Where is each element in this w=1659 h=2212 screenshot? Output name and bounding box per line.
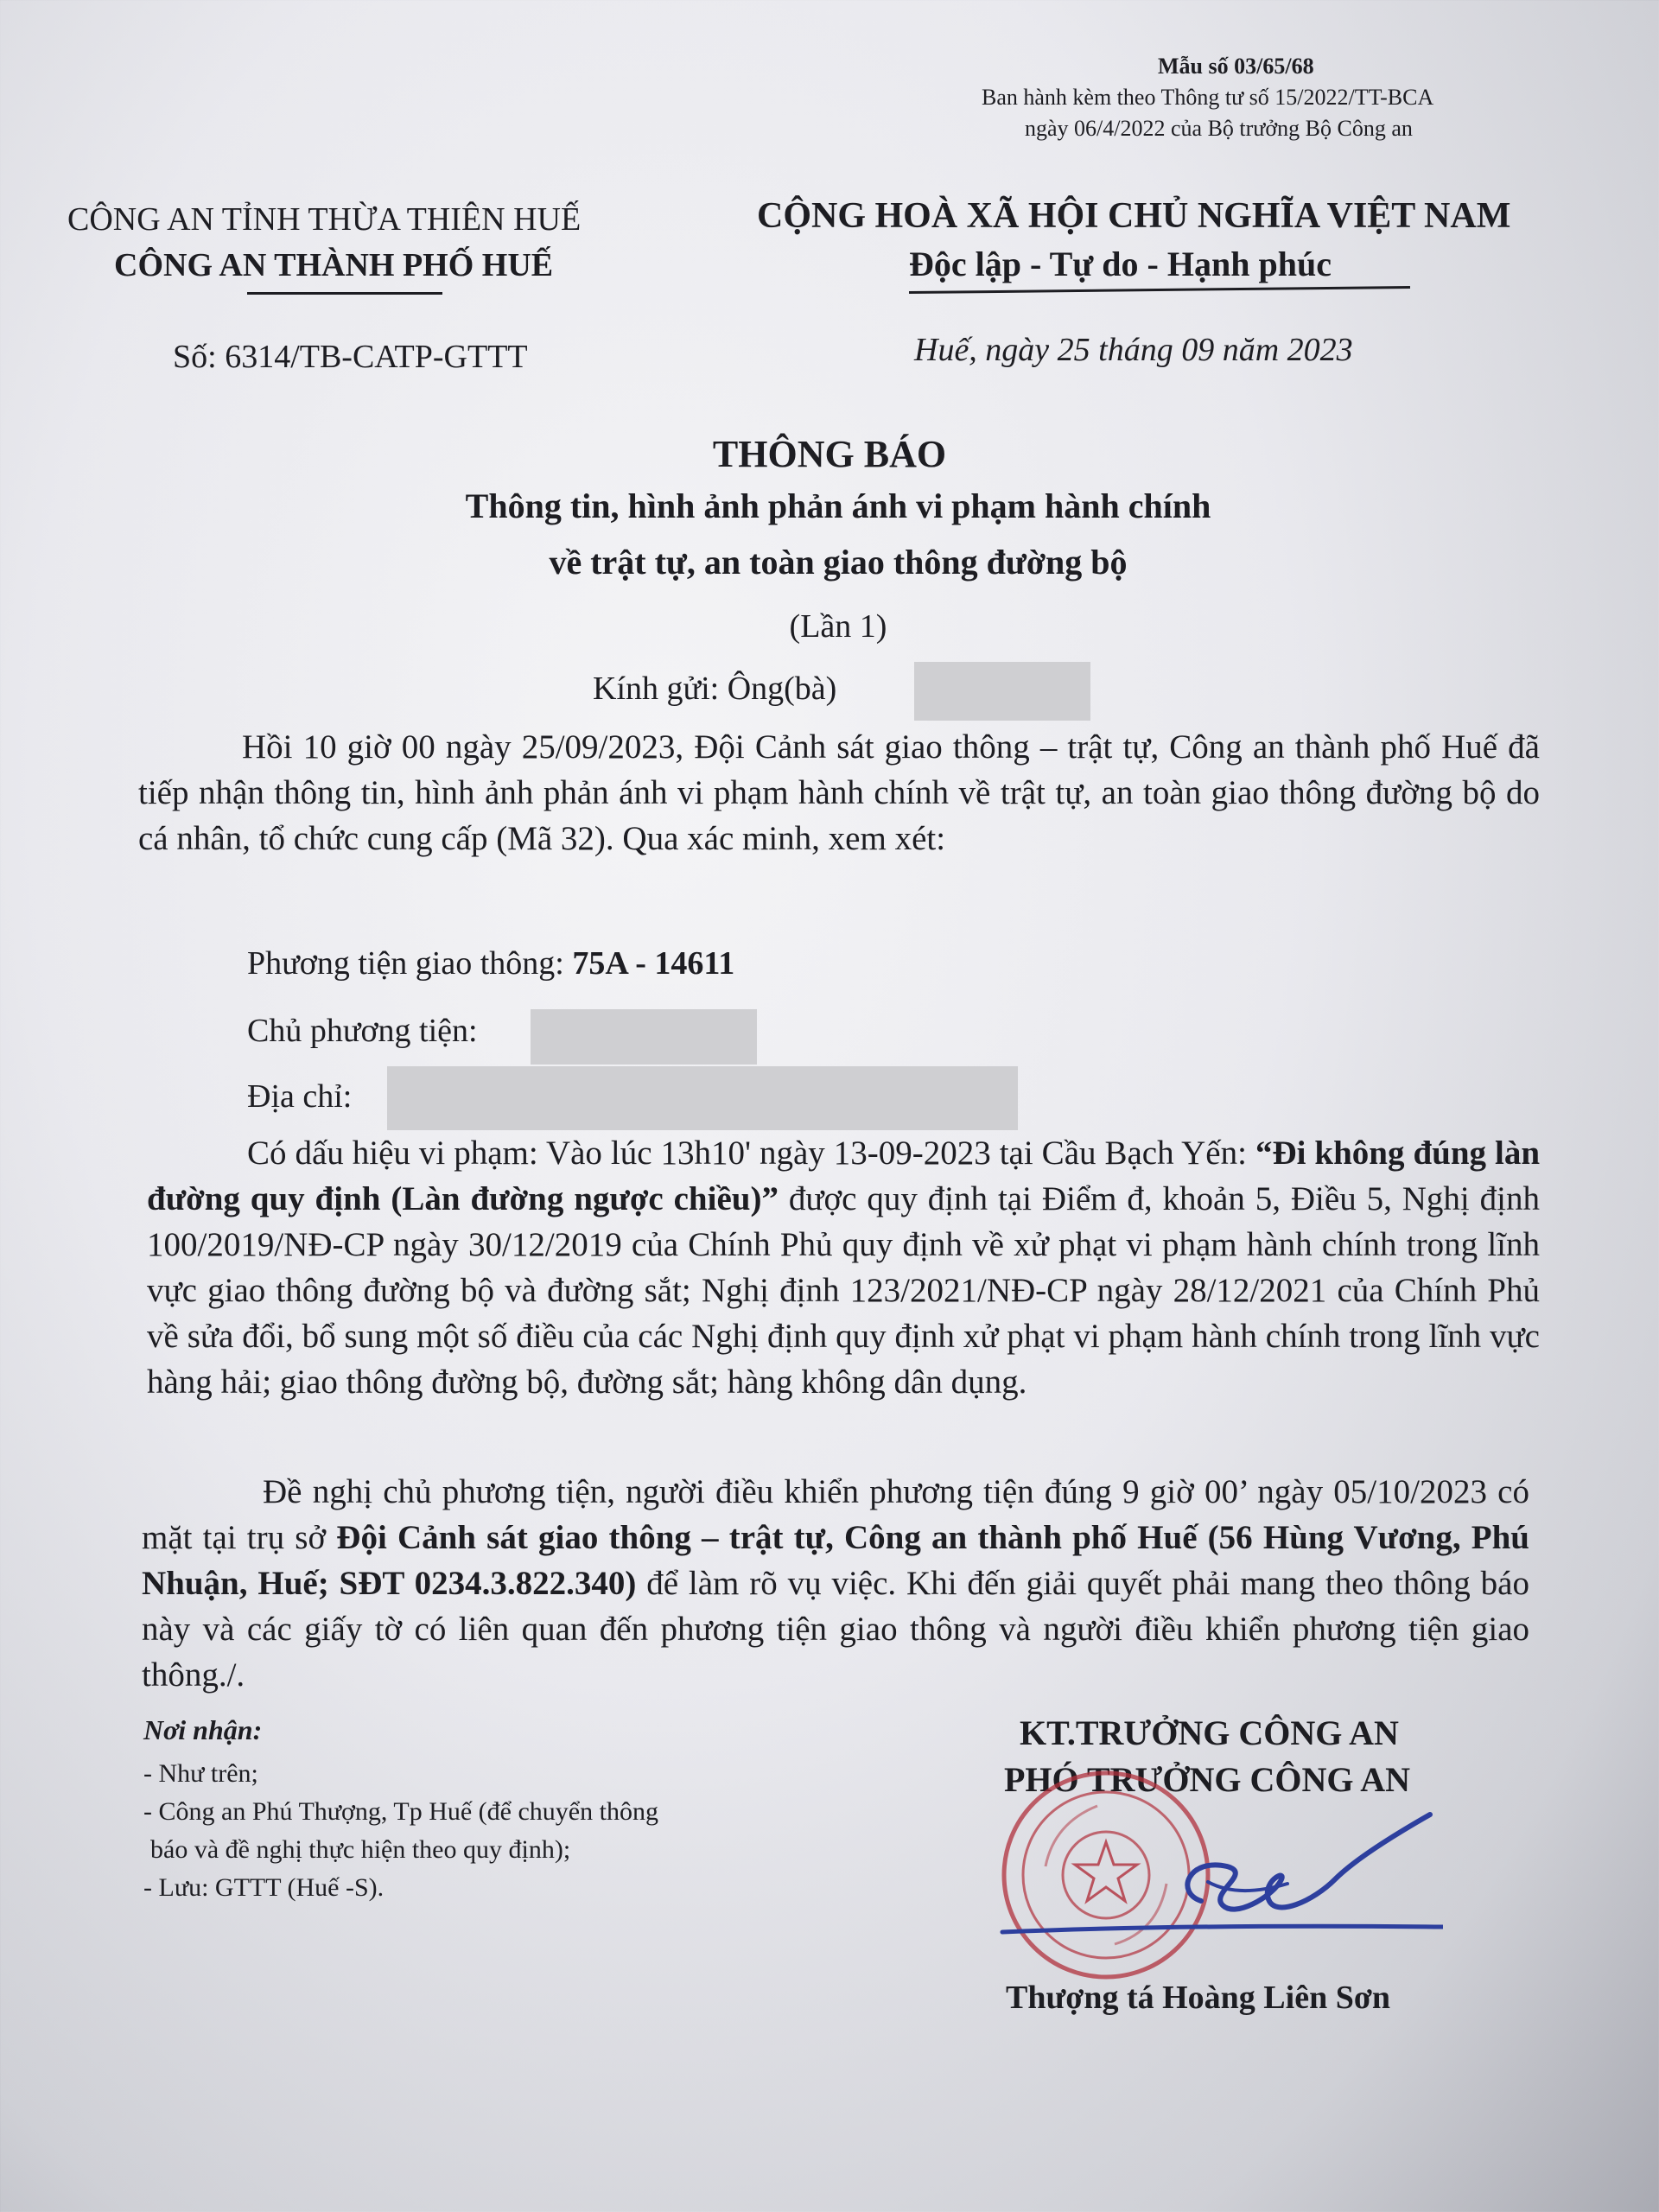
signature-title-2: PHÓ TRƯỞNG CÔNG AN	[1004, 1760, 1411, 1799]
request-location: Đội Cảnh sát giao thông – trật tự, Công an thành phố Huế (56 Hùng Vương, Phú Nhuận, Huế; SĐT 0234.3.822.340)	[142, 1519, 1529, 1602]
violation-legal-basis: được quy định tại Điểm đ, khoản 5, Điều 5, Nghị định 100/2019/NĐ-CP ngày 30/12/2019 của Chính Phủ quy định về xử phạt vi phạm hành chính trong lĩnh vực giao thông đường bộ và đường sắt; Nghị định 123/2021/NĐ-CP ngày 28/12/2021 của Chính Phủ về sửa đổi, bổ sung một số điều của các Nghị định quy định xử phạt vi phạm hành chính trong lĩnh vực hàng hải; giao thông đường bộ, đường sắt; hàng không dân dụng.	[147, 1180, 1540, 1401]
addressee-label: Kính gửi: Ông(bà)	[593, 671, 837, 707]
form-issued-line2: ngày 06/4/2022 của Bộ trưởng Bộ Công an	[1025, 116, 1413, 141]
org-underline	[247, 292, 442, 295]
request-instructions: để làm rõ vụ việc. Khi đến giải quyết phải mang theo thông báo này và các giấy tờ có liên quan đến phương tiện giao thông và người điều khiển phương tiện giao thông./.	[142, 1565, 1529, 1694]
violation-paragraph	[147, 1130, 1540, 1405]
recipient-3: - Lưu: GTTT (Huế -S).	[143, 1873, 385, 1902]
recipient-1: - Như trên;	[143, 1759, 258, 1788]
recipients-title: Nơi nhận:	[143, 1714, 263, 1745]
notice-round: (Lần 1)	[789, 608, 887, 645]
notice-subtitle-2: về trật tự, an toàn giao thông đường bộ	[549, 543, 1128, 582]
form-number: Mẫu số 03/65/68	[1158, 54, 1314, 79]
address-label: Địa chỉ:	[247, 1078, 353, 1115]
handwritten-signature-icon	[994, 1797, 1443, 1953]
intro-paragraph: Hồi 10 giờ 00 ngày 25/09/2023, Đội Cảnh sát giao thông – trật tự, Công an thành phố Huế đã tiếp nhận thông tin, hình ảnh phản ánh vi phạm hành chính về trật tự, an toàn giao thông đường bộ do cá nhân, tổ chức cung cấp (Mã 32). Qua xác minh, xem xét:	[138, 728, 1540, 857]
org-parent: CÔNG AN TỈNH THỪA THIÊN HUẾ	[67, 201, 582, 238]
notice-title: THÔNG BÁO	[712, 433, 947, 475]
violation-intro: Có dấu hiệu vi phạm: Vào lúc 13h10' ngày 13-09-2023 tại Cầu Bạch Yến:	[247, 1135, 1247, 1172]
notice-subtitle-1: Thông tin, hình ảnh phản ánh vi phạm hành chính	[465, 486, 1211, 525]
vehicle-plate: 75A - 14611	[572, 945, 735, 982]
nation-motto: Độc lập - Tự do - Hạnh phúc	[909, 245, 1332, 283]
recipient-2: - Công an Phú Thượng, Tp Huế (để chuyển thông	[143, 1797, 658, 1826]
nation-title: CỘNG HOÀ XÃ HỘI CHỦ NGHĨA VIỆT NAM	[757, 196, 1511, 236]
addressee-redaction	[914, 662, 1090, 721]
place-date: Huế, ngày 25 tháng 09 năm 2023	[914, 332, 1353, 368]
address-redaction	[387, 1066, 1018, 1130]
vehicle-line	[247, 940, 734, 987]
document-number: Số: 6314/TB-CATP-GTTT	[173, 339, 528, 375]
signature-title-1: KT.TRƯỞNG CÔNG AN	[1020, 1713, 1399, 1752]
violation-type: “Đi không đúng làn đường quy định (Làn đường ngược chiều)”	[147, 1135, 1541, 1217]
signer-name: Thượng tá Hoàng Liên Sơn	[1006, 1980, 1391, 2016]
owner-redaction	[531, 1009, 757, 1065]
vehicle-label: Phương tiện giao thông:	[247, 945, 564, 982]
recipient-2-cont: báo và đề nghị thực hiện theo quy định);	[150, 1835, 571, 1864]
org-unit: CÔNG AN THÀNH PHỐ HUẾ	[114, 247, 554, 283]
request-intro: Đề nghị chủ phương tiện, người điều khiển phương tiện đúng 9 giờ 00’ ngày 05/10/2023 có mặt tại trụ sở	[142, 1473, 1529, 1556]
motto-underline	[909, 286, 1410, 294]
owner-label: Chủ phương tiện:	[247, 1013, 478, 1049]
request-paragraph	[142, 1469, 1529, 1698]
form-issued-line1: Ban hành kèm theo Thông tư số 15/2022/TT-BCA	[982, 85, 1434, 110]
